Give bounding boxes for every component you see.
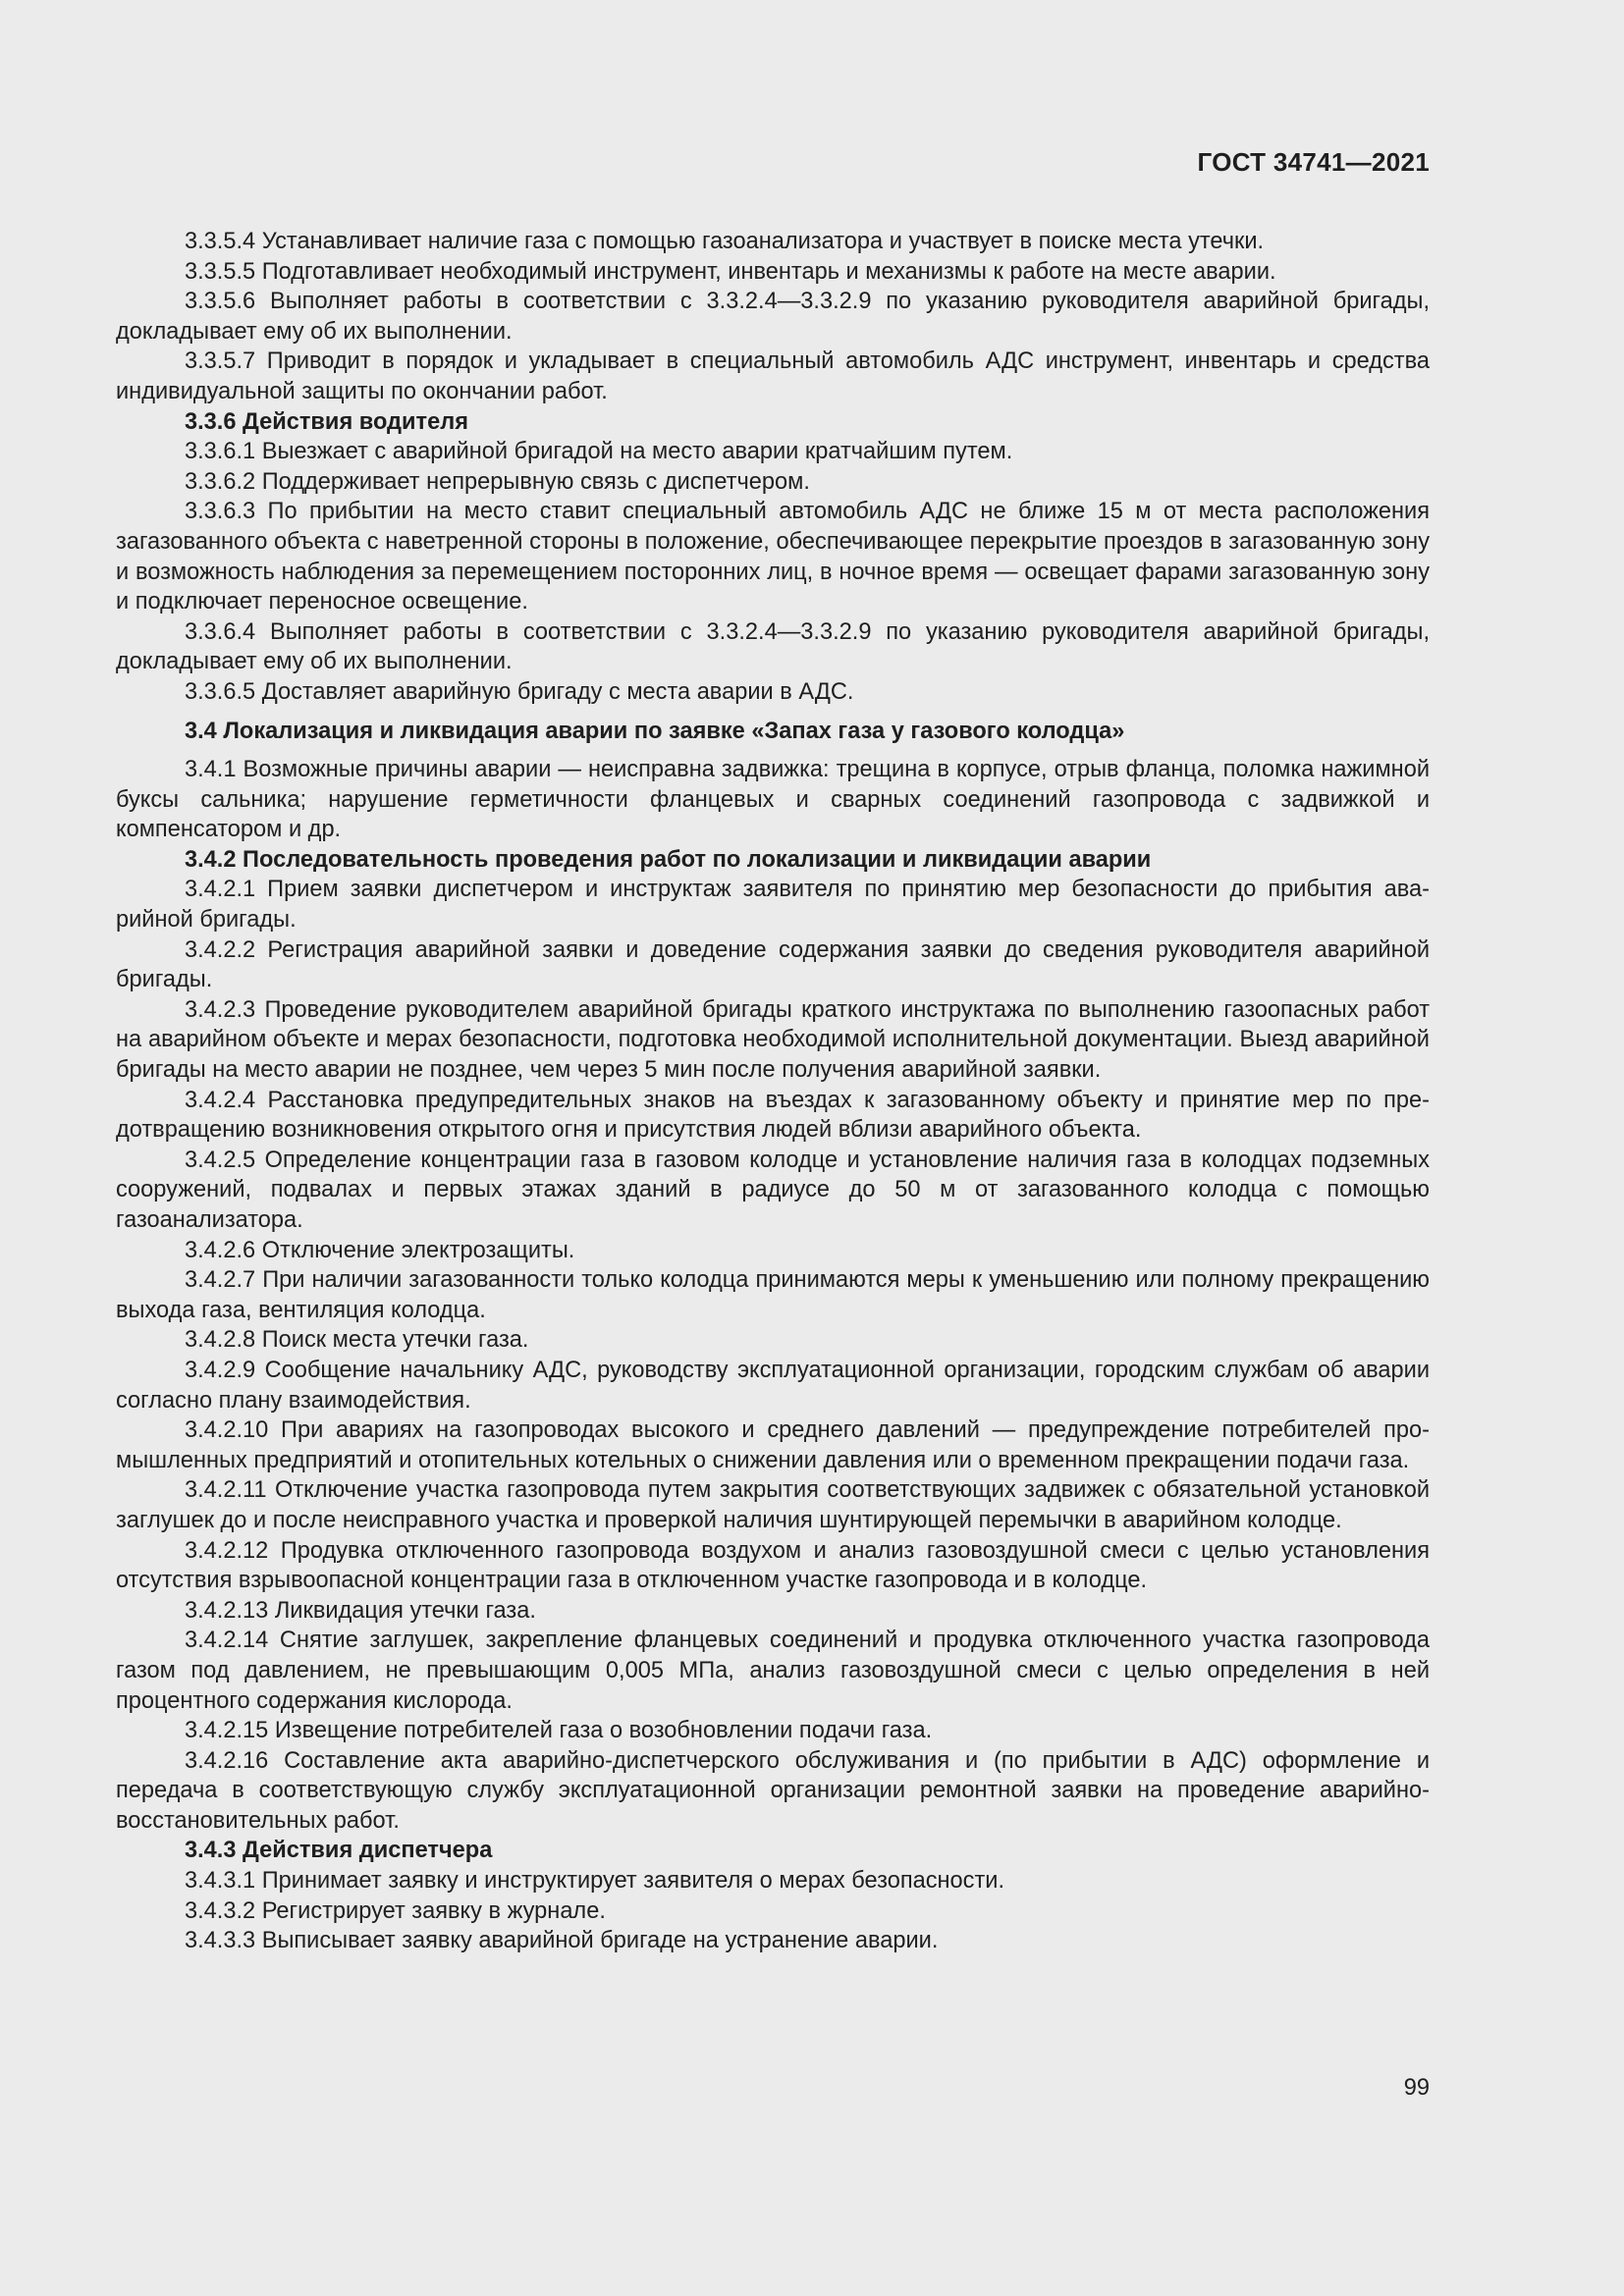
paragraph: 3.4.2.2 Регистрация аварийной заявки и доведение содержания заявки до сведения руководителя аварийной бригады.	[116, 936, 1430, 993]
paragraph: 3.4.3.1 Принимает заявку и инструктирует заявителя о мерах безопасности.	[185, 1868, 1004, 1895]
paragraph: 3.3.5.7 Приводит в порядок и укладывает в специальный автомобиль АДС инструмент, инвентарь и средства индивидуальной защиты по окончании работ.	[116, 348, 1430, 404]
paragraph: 3.4.2.1 Прием заявки диспетчером и инструктаж заявителя по принятию мер безопасности до прибытия аварийной бригады.	[116, 877, 1430, 934]
paragraph: 3.4.2.8 Поиск места утечки газа.	[185, 1327, 529, 1354]
paragraph: 3.4.2.4 Расстановка предупредительных знаков на въездах к загазованному объекту и принятие мер по предотвращению возникновения открытого огня и присутствия людей вблизи аварийного объекта.	[116, 1087, 1430, 1144]
paragraph: 3.4.2.7 При наличии загазованности только колодца принимаются меры к уменьшению или полному прекращению выхода газа, вентиляция колодца.	[116, 1267, 1430, 1323]
subsection-heading: 3.3.6 Действия водителя	[185, 408, 468, 435]
paragraph: 3.4.1 Возможные причины аварии — неисправна задвижка: трещина в корпусе, отрыв фланца, поломка нажимной буксы сальника; нарушение герметичности фланцевых и сварных соединений газопровода с задвижкой и компенсатором и др.	[116, 757, 1430, 843]
paragraph: 3.4.2.15 Извещение потребителей газа о возобновлении подачи газа.	[185, 1718, 933, 1744]
paragraph: 3.3.6.4 Выполняет работы в соответствии с 3.3.2.4—3.3.2.9 по указанию руководителя аварийной бригады, докладывает ему об их выполнении.	[116, 618, 1430, 675]
paragraph: 3.4.2.11 Отключение участка газопровода путем закрытия соответствующих задвижек с обязательной установкой заглушек до и после неисправного участка и проверкой наличия шунтирующей перемычки в аварийном колодце.	[116, 1477, 1430, 1533]
paragraph: 3.3.5.5 Подготавливает необходимый инструмент, инвентарь и механизмы к работе на месте аварии.	[185, 258, 1276, 285]
paragraph: 3.4.3.2 Регистрирует заявку в журнале.	[185, 1897, 606, 1924]
paragraph: 3.3.6.5 Доставляет аварийную бригаду с места аварии в АДС.	[185, 678, 854, 705]
subsection-heading: 3.4.2 Последовательность проведения работ по локализации и ликвидации аварии	[185, 846, 1152, 873]
page-number: 99	[1403, 2075, 1430, 2101]
paragraph: 3.3.6.2 Поддерживает непрерывную связь с диспетчером.	[185, 468, 810, 495]
paragraph: 3.4.2.13 Ликвидация утечки газа.	[185, 1597, 536, 1624]
paragraph: 3.4.2.5 Определение концентрации газа в газовом колодце и установление наличия газа в колодцах подземных сооружений, подвалах и первых этажах зданий в радиусе до 50 м от загазованного колодца с помощью газоанализатора.	[116, 1147, 1430, 1233]
paragraph: 3.4.2.9 Сообщение начальнику АДС, руководству эксплуатационной организации, городским службам об аварии согласно плану взаимодействия.	[116, 1357, 1430, 1414]
document-standard-code: ГОСТ 34741—2021	[1197, 147, 1430, 177]
subsection-heading: 3.4.3 Действия диспетчера	[185, 1838, 493, 1864]
paragraph: 3.3.5.4 Устанавливает наличие газа с помощью газоанализатора и участвует в поиске места утечки.	[185, 229, 1265, 254]
paragraph: 3.3.6.3 По прибытии на место ставит специальный автомобиль АДС не ближе 15 м от места расположения загазованного объекта с наветренной стороны в положение, обеспечивающее перекрытие проездов в загазованную зону и возможность наблюдения за перемещением посторонних лиц, в ночное время — освещает фарами загазованную зону и подключает переносное освещение.	[116, 499, 1430, 615]
section-heading: 3.4 Локализация и ликвидация аварии по заявке «Запах газа у газового колодца»	[185, 718, 1125, 744]
paragraph: 3.4.2.3 Проведение руководителем аварийной бригады краткого инструктажа по выполнению газоопасных работ на аварийном объекте и мерах безопасности, подготовка необходимой исполнительной документации. Выезд аварийной бригады на место аварии не позднее, чем через 5 мин после получения аварийной заявки.	[116, 996, 1430, 1084]
paragraph: 3.4.3.3 Выписывает заявку аварийной бригаде на устранение аварии.	[185, 1928, 939, 1954]
paragraph: 3.3.6.1 Выезжает с аварийной бригадой на место аварии кратчайшим путем.	[185, 439, 1013, 465]
paragraph: 3.3.5.6 Выполняет работы в соответствии с 3.3.2.4—3.3.2.9 по указанию руководителя аварийной бригады, докладывает ему об их выполнении.	[116, 289, 1430, 345]
paragraph: 3.4.2.16 Составление акта аварийно-диспетчерского обслуживания и (по прибытии в АДС) оформление и передача в соответствующую службу эксплуатационной организации ремонтной заявки на проведение аварийно-восстановительных работ.	[116, 1747, 1430, 1834]
paragraph: 3.4.2.14 Снятие заглушек, закрепление фланцевых соединений и продувка отключенного участка газопровода газом под давлением, не превышающим 0,005 МПа, анализ газовоздушной смеси с целью определения в ней процентного содержания кислорода.	[116, 1628, 1430, 1714]
document-body	[116, 227, 1430, 1956]
paragraph: 3.4.2.10 При авариях на газопроводах высокого и среднего давлений — предупреждение потребителей промышленных предприятий и отопительных котельных о снижении давления или о временном прекращении подачи газа.	[116, 1417, 1430, 1473]
paragraph: 3.4.2.6 Отключение электрозащиты.	[185, 1237, 575, 1263]
paragraph: 3.4.2.12 Продувка отключенного газопровода воздухом и анализ газовоздушной смеси с целью установления отсутствия взрывоопасной концентрации газа в отключенном участке газопровода и в колодце.	[116, 1537, 1430, 1594]
